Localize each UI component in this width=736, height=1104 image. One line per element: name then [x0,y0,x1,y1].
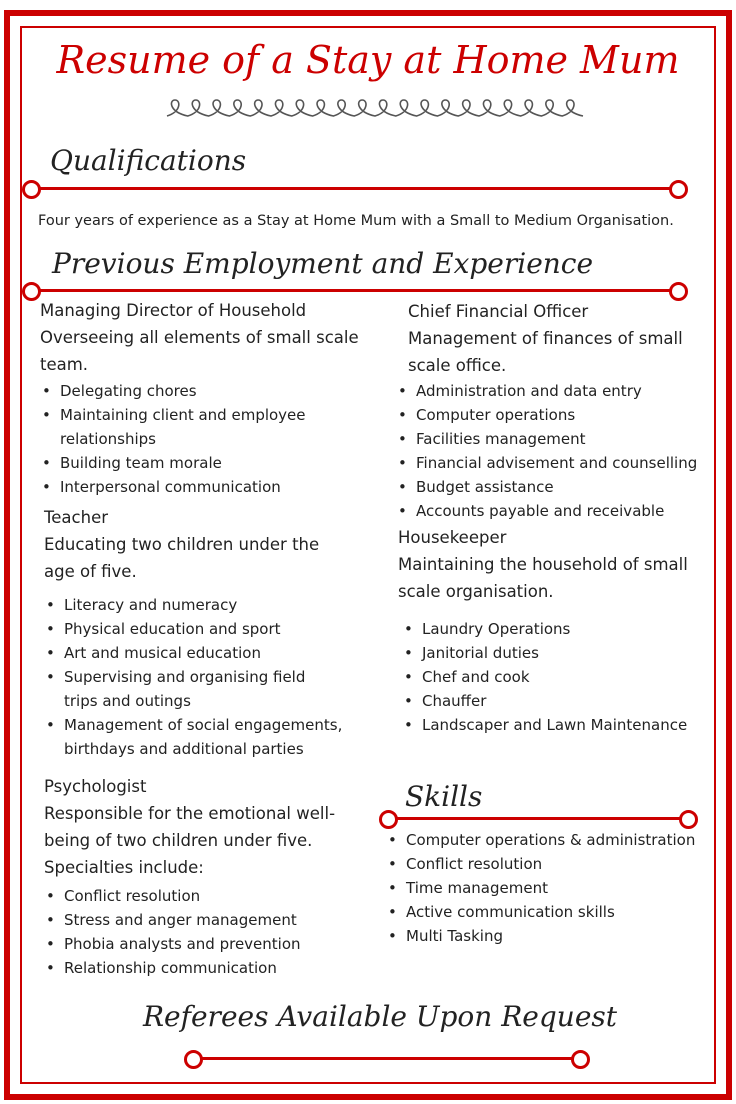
qualifications-text: Four years of experience as a Stay at Home Mum with a Small to Medium Organisation. [38,213,674,229]
list-item: • Conflict resolution [386,852,695,876]
rule-end-dot [669,180,688,199]
list-item: • Computer operations [396,403,706,427]
list-item: • Interpersonal communication [40,475,330,499]
list-item: • Relationship communication [44,956,344,980]
list-item: • Conflict resolution [44,884,344,908]
list-item: • Facilities management [396,427,706,451]
employment-rule [36,289,676,292]
list-item: • Laundry Operations [402,617,688,641]
rule-end-dot [184,1050,203,1069]
list-item: • Budget assistance [396,475,706,499]
job-chief-financial-officer [396,298,706,523]
list-item: • Computer operations & administration [386,828,695,852]
skills-list [386,828,695,948]
job-title: Psychologist [44,777,147,796]
job-housekeeper [398,524,688,737]
list-item: • Phobia analysts and prevention [44,932,344,956]
employment-heading: Previous Employment and Experience [52,247,594,280]
list-item: • Multi Tasking [386,924,695,948]
list-item: • Building team morale [40,451,330,475]
rule-end-dot [22,282,41,301]
rule-end-dot [679,810,698,829]
job-title: Managing Director of Household [40,301,307,320]
qualifications-heading: Qualifications [50,144,247,177]
loop-divider-ornament [165,98,585,120]
list-item: • Active communication skills [386,900,695,924]
job-managing-director [40,297,370,499]
list-item: • Literacy and numeracy [44,593,344,617]
list-item: • Accounts payable and receivable [396,499,706,523]
job-description: Overseeing all elements of small scale team. [40,328,359,374]
job-psychologist [44,773,344,980]
list-item: • Landscaper and Lawn Maintenance [402,713,688,737]
list-item: • Financial advisement and counselling [396,451,706,475]
qualifications-rule [36,187,676,190]
list-item: • Management of social engagements, birthdays and additional parties [44,713,344,761]
list-item: • Time management [386,876,695,900]
list-item: • Delegating chores [40,379,330,403]
list-item: • Administration and data entry [396,379,706,403]
footer-rule [196,1057,578,1060]
job-description: Educating two children under the age of five. [44,535,320,581]
job-description: Responsible for the emotional well-being of two children under five. Specialties include: [44,804,336,877]
rule-end-dot [571,1050,590,1069]
rule-end-dot [379,810,398,829]
list-item: • Janitorial duties [402,641,688,665]
page-title: Resume of a Stay at Home Mum [56,38,680,82]
job-description: Management of finances of small scale office. [408,329,683,375]
list-item: • Chauffer [402,689,688,713]
job-title: Chief Financial Officer [408,302,589,321]
job-title: Housekeeper [398,528,507,547]
list-item: • Art and musical education [44,641,344,665]
job-title: Teacher [44,508,109,527]
skills-heading: Skills [405,780,483,813]
list-item: • Physical education and sport [44,617,344,641]
referees-footer: Referees Available Upon Request [142,1000,618,1033]
rule-end-dot [22,180,41,199]
skills-rule [392,817,682,820]
list-item: • Stress and anger management [44,908,344,932]
list-item: • Supervising and organising field trips and outings [44,665,314,713]
list-item: • Chef and cook [402,665,688,689]
job-description: Maintaining the household of small scale organisation. [398,555,688,601]
job-teacher [44,504,344,761]
list-item: • Maintaining client and employee relationships [40,403,330,451]
